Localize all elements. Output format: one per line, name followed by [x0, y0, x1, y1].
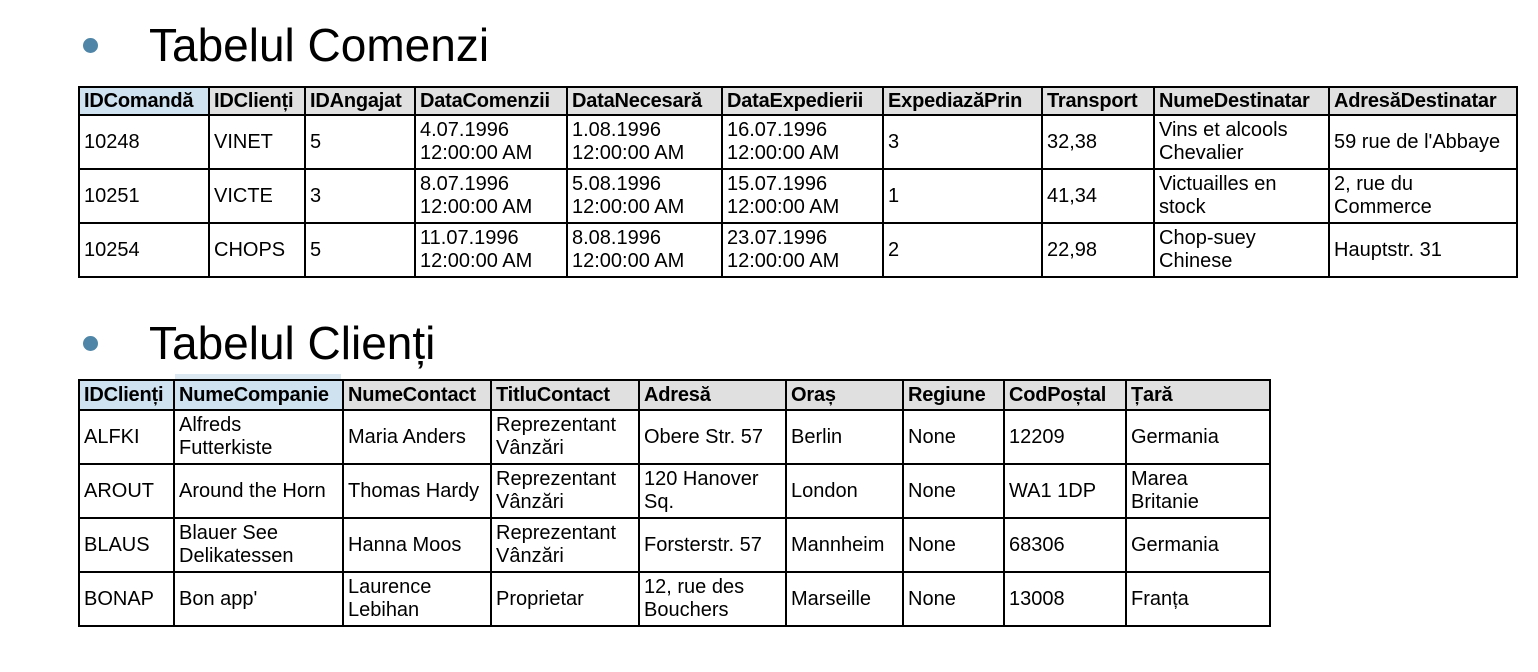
column-header[interactable]: Transport: [1042, 87, 1154, 115]
table-cell[interactable]: None: [903, 464, 1004, 518]
table-cell[interactable]: Obere Str. 57: [639, 410, 786, 464]
column-header[interactable]: IDClienți: [209, 87, 305, 115]
table-cell[interactable]: WA1 1DP: [1004, 464, 1126, 518]
table-row[interactable]: [79, 572, 1270, 626]
table-row[interactable]: [79, 223, 1517, 277]
table-cell[interactable]: 41,34: [1042, 169, 1154, 223]
table-cell[interactable]: London: [786, 464, 903, 518]
table-cell[interactable]: 8.08.1996 12:00:00 AM: [567, 223, 722, 277]
table-cell[interactable]: 5: [305, 223, 415, 277]
table-cell[interactable]: 16.07.1996 12:00:00 AM: [722, 115, 883, 169]
column-header[interactable]: IDAngajat: [305, 87, 415, 115]
table-cell[interactable]: Laurence Lebihan: [343, 572, 491, 626]
table-cell[interactable]: ALFKI: [79, 410, 174, 464]
table-cell[interactable]: VINET: [209, 115, 305, 169]
table-cell[interactable]: Germania: [1126, 518, 1270, 572]
table-cell[interactable]: 68306: [1004, 518, 1126, 572]
column-header[interactable]: AdresăDestinatar: [1329, 87, 1517, 115]
table-cell[interactable]: Reprezentant Vânzări: [491, 464, 639, 518]
section-title-clienti: Tabelul Clienți: [149, 317, 436, 369]
column-header[interactable]: NumeContact: [343, 380, 491, 410]
table-cell[interactable]: None: [903, 572, 1004, 626]
bullet-icon: [83, 38, 98, 53]
table-cell[interactable]: 10248: [79, 115, 209, 169]
table-comenzi: [78, 86, 1518, 278]
table-cell[interactable]: 3: [305, 169, 415, 223]
table-cell[interactable]: Maria Anders: [343, 410, 491, 464]
column-header[interactable]: TitluContact: [491, 380, 639, 410]
table-cell[interactable]: Reprezentant Vânzări: [491, 518, 639, 572]
table-cell[interactable]: BLAUS: [79, 518, 174, 572]
column-header[interactable]: IDComandă: [79, 87, 209, 115]
table-cell[interactable]: Mannheim: [786, 518, 903, 572]
table-cell[interactable]: 12, rue des Bouchers: [639, 572, 786, 626]
table-cell[interactable]: Franța: [1126, 572, 1270, 626]
table-cell[interactable]: 59 rue de l'Abbaye: [1329, 115, 1517, 169]
table-row[interactable]: [79, 518, 1270, 572]
table-cell[interactable]: Forsterstr. 57: [639, 518, 786, 572]
column-header[interactable]: Țară: [1126, 380, 1270, 410]
table-cell[interactable]: None: [903, 410, 1004, 464]
table-cell[interactable]: 10251: [79, 169, 209, 223]
table-cell[interactable]: Marea Britanie: [1126, 464, 1270, 518]
table-cell[interactable]: 13008: [1004, 572, 1126, 626]
table-row[interactable]: [79, 115, 1517, 169]
table-row[interactable]: [79, 464, 1270, 518]
table-cell[interactable]: Germania: [1126, 410, 1270, 464]
table-cell[interactable]: CHOPS: [209, 223, 305, 277]
column-header[interactable]: DataComenzii: [415, 87, 567, 115]
table-cell[interactable]: 120 Hanover Sq.: [639, 464, 786, 518]
column-header[interactable]: CodPoștal: [1004, 380, 1126, 410]
table-cell[interactable]: VICTE: [209, 169, 305, 223]
table-cell[interactable]: 1: [883, 169, 1042, 223]
table-cell[interactable]: Marseille: [786, 572, 903, 626]
column-header[interactable]: NumeDestinatar: [1154, 87, 1329, 115]
column-header[interactable]: DataExpedierii: [722, 87, 883, 115]
table-cell[interactable]: 5: [305, 115, 415, 169]
table-cell[interactable]: Bon app': [174, 572, 343, 626]
table-cell[interactable]: 4.07.1996 12:00:00 AM: [415, 115, 567, 169]
table-cell[interactable]: Blauer See Delikatessen: [174, 518, 343, 572]
table-row[interactable]: [79, 169, 1517, 223]
bullet-icon: [83, 336, 98, 351]
table-row[interactable]: [79, 410, 1270, 464]
table-cell[interactable]: AROUT: [79, 464, 174, 518]
column-header[interactable]: IDClienți: [79, 380, 174, 410]
column-header[interactable]: Regiune: [903, 380, 1004, 410]
table-cell[interactable]: Vins et alcools Chevalier: [1154, 115, 1329, 169]
table-cell[interactable]: 1.08.1996 12:00:00 AM: [567, 115, 722, 169]
table-header-row: [79, 87, 1517, 115]
table-cell[interactable]: Proprietar: [491, 572, 639, 626]
table-cell[interactable]: 12209: [1004, 410, 1126, 464]
table-cell[interactable]: Hauptstr. 31: [1329, 223, 1517, 277]
table-cell[interactable]: 10254: [79, 223, 209, 277]
table-cell[interactable]: 11.07.1996 12:00:00 AM: [415, 223, 567, 277]
table-cell[interactable]: Hanna Moos: [343, 518, 491, 572]
table-cell[interactable]: BONAP: [79, 572, 174, 626]
column-header[interactable]: Adresă: [639, 380, 786, 410]
table-header-row: [79, 380, 1270, 410]
table-cell[interactable]: 2, rue du Commerce: [1329, 169, 1517, 223]
table-cell[interactable]: 2: [883, 223, 1042, 277]
table-cell[interactable]: None: [903, 518, 1004, 572]
table-cell[interactable]: Alfreds Futterkiste: [174, 410, 343, 464]
table-cell[interactable]: Victuailles en stock: [1154, 169, 1329, 223]
table-cell[interactable]: 3: [883, 115, 1042, 169]
table-cell[interactable]: 5.08.1996 12:00:00 AM: [567, 169, 722, 223]
column-header[interactable]: NumeCompanie: [174, 380, 343, 410]
table-cell[interactable]: Around the Horn: [174, 464, 343, 518]
column-header[interactable]: Oraș: [786, 380, 903, 410]
table-cell[interactable]: Chop-suey Chinese: [1154, 223, 1329, 277]
table-cell[interactable]: 32,38: [1042, 115, 1154, 169]
table-cell[interactable]: 23.07.1996 12:00:00 AM: [722, 223, 883, 277]
table-cell[interactable]: 15.07.1996 12:00:00 AM: [722, 169, 883, 223]
column-header[interactable]: DataNecesară: [567, 87, 722, 115]
table-cell[interactable]: Thomas Hardy: [343, 464, 491, 518]
table-cell[interactable]: Reprezentant Vânzări: [491, 410, 639, 464]
table-cell[interactable]: 8.07.1996 12:00:00 AM: [415, 169, 567, 223]
table-cell[interactable]: Berlin: [786, 410, 903, 464]
column-header[interactable]: ExpediazăPrin: [883, 87, 1042, 115]
table-cell[interactable]: 22,98: [1042, 223, 1154, 277]
table-clienti: [78, 379, 1271, 627]
section-title-comenzi: Tabelul Comenzi: [149, 19, 490, 71]
